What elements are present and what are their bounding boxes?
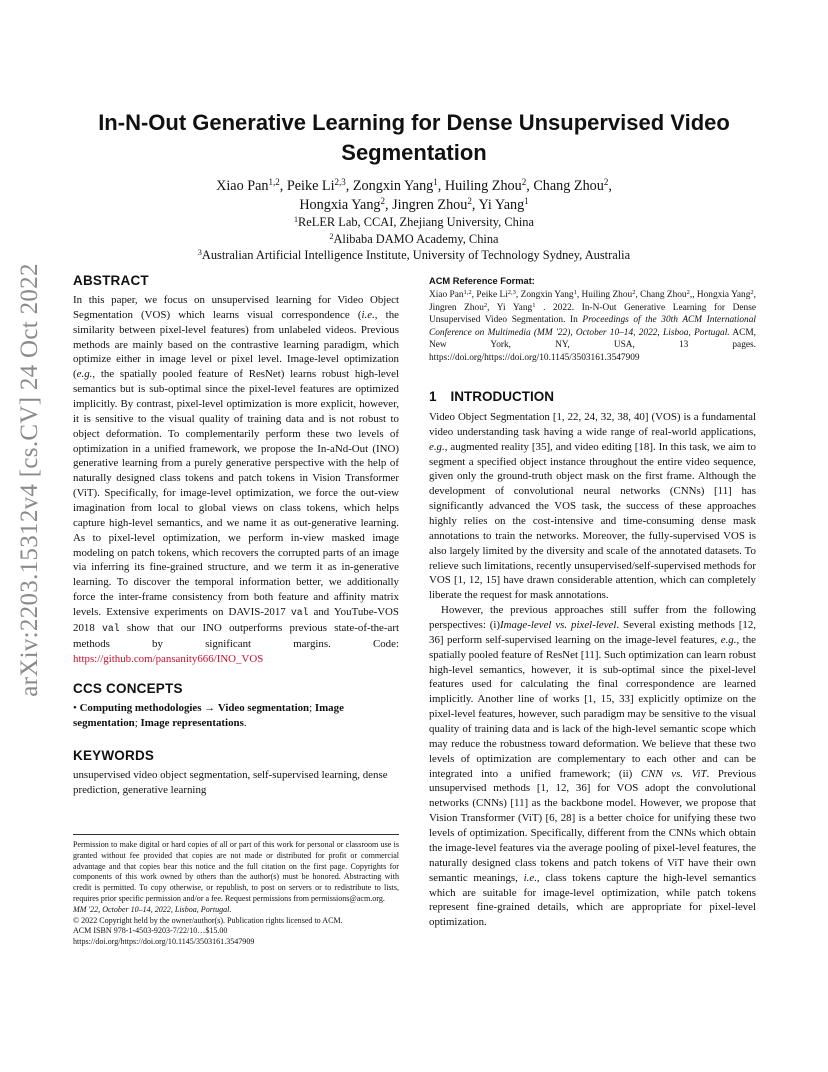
intro-part: . Previous unsupervised methods [1, 12, 36] for VOS adopt the convolutional networks (CNNs) [11] as the backbone model. However, we propose that Vision Transformer (ViT) [6, 28] is a better choice for unifying these two levels of optimization. Specifically, different from the CNNs which obtain the image-level features via the average pooling of pixel-level features, the naturally designed class tokens and patch tokens of ViT have their own semantic meanings, [429,767,756,884]
intro-part: However, the previous approaches still suffer from the following perspectives: (i) [429,604,756,632]
conference-line: MM '22, October 10–14, 2022, Lisboa, Portugal. [73,904,232,914]
author: Xiao Pan [216,178,269,194]
affil-sup: 3 [197,248,202,257]
ccs-text [73,701,399,731]
author-sup: 2 [603,177,609,187]
keywords-text: unsupervised video object segmentation, self-supervised learning, dense prediction, generative learning [73,769,388,797]
ccs-bullet: • [73,702,77,715]
affil-sup: 1 [294,215,299,224]
code-link[interactable]: https://github.com/pansanity666/INO_VOS [73,652,264,665]
ref-part: Xiao Pan [429,290,464,300]
ref-sup: 1 [532,301,536,309]
intro-part: i.e. [523,871,537,884]
ref-sup: 1 [573,289,577,296]
acm-ref-heading: ACM Reference Format: [429,276,535,286]
ref-sup: 2 [686,289,690,296]
arxiv-watermark [14,263,46,697]
ref-part: ,, Hongxia Yang [689,290,751,300]
author-sup: 2,3 [334,177,346,187]
ccs-term: Image representations [140,717,244,730]
abstract-part: val [102,622,120,634]
author-list: Xiao Pan$^{1,2}$, Peike Li$^{2,3}$, Zongxin Yang$^1$, Huiling Zhou$^2$, Chang Zhou$^2$, Hongxia Yang$^2$, Jingren Zhou$^2$, Yi Yang$^1$ [216,177,612,213]
affiliation [72,214,756,231]
copyright-line: © 2022 Copyright held by the owner/author(s). Publication rights licensed to ACM. [73,915,343,925]
abstract-part: e.g. [76,368,93,381]
ref-sup: 1,2 [463,289,472,296]
intro-part: CNN vs. ViT [640,767,707,780]
abstract-part: , the similarity between pixel-level features) from unlabeled videos. Previous methods are mainly based on the contrastive learning paradigm, which optimize either in image level or pixel level. Image-level optimization ( [73,308,399,381]
ref-sup: 2 [750,289,754,296]
author: Zongxin Yang [352,178,434,194]
abstract-part: i.e. [361,308,375,321]
permission-notice: Permission to make digital or hard copies of all or part of this work for personal or classroom use is granted without fee provided that copies are not made or distributed for profit or commercial advantage and that copies bear this notice and the full citation on the first page. Copyrights for components of this work owned by others than the author(s) must be honored. Abstracting with credit is permitted. To copy otherwise, or republish, to post on servers or to redistribute to lists, requires prior specific permission and/or a fee. Request permissions from permissions@acm.org. [73,840,399,903]
abstract-heading: ABSTRACT [73,273,149,288]
ref-sup: 2 [483,301,488,309]
ref-part: , Huiling Zhou [576,290,633,300]
ref-part: , Peike Li [471,290,508,300]
copyright-footnote [73,840,399,948]
affil-text: ReLER Lab, CCAI, Zhejiang University, China [298,215,534,229]
ref-sup: 2,3 [507,289,516,296]
ref-part: , Yi Yang [487,302,533,313]
abstract-part: val [290,607,309,619]
isbn-line: ACM ISBN 978-1-4503-9203-7/22/10…$15.00 [73,926,228,936]
intro-part: Video Object Segmentation [1, 22, 24, 32, 38, 40] (VOS) is a fundamental video understanding task having a wide range of real-world applications, [429,411,756,438]
ccs-term: Image segmentation [73,702,344,730]
affil-text: Australian Artificial Intelligence Institute, University of Technology Sydney, Australia [201,248,631,262]
footnote-divider [73,834,399,835]
intro-part: e.g. [720,633,737,646]
author-sup: 1 [433,177,438,187]
author-sup: 2 [467,196,472,206]
intro-part: e.g. [429,440,445,453]
ccs-heading: CCS CONCEPTS [73,681,183,697]
author-sup: 2 [380,196,386,206]
affil-text: Alibaba DAMO Academy, China [333,231,499,246]
author: Chang Zhou [533,178,604,194]
intro-part: Image-level vs. pixel-level [500,619,617,632]
left-column [73,272,399,798]
keywords-heading: KEYWORDS [73,748,155,764]
abstract-part: In this paper, we focus on unsupervised learning for Video Object Segmentation (VOS) which learns visual correspondence ( [73,294,399,321]
section-number: 1 [429,389,437,404]
ref-part: , Zongxin Yang [515,290,574,300]
abstract-text [73,293,399,666]
ccs-term: Video segmentation [217,702,310,715]
ref-proceedings: Proceedings of the 30th ACM International Conference on Multimedia (MM '22), October 10–14, 2022, Lisboa, Portugal. [429,315,756,338]
ref-sup: 2 [632,289,636,296]
ccs-sep: ; [309,702,315,715]
intro-part: , class tokens capture the high-level semantics which are suitable for image-level optimization, while patch tokens represent fine-grained details, which are appropriate for pixel-level optimization. [429,871,756,929]
author-sup: 1,2 [268,177,280,187]
intro-part: , augmented reality [35], and video editing [18]. In this task, we aim to segment a specified object instance throughout the entire video sequence, given only the ground-truth object mask on the first frame. Although the development of convolutional neural networks (CNNs) [11] has significantly advanced the VOS task, the success of these approaches highly relies on the cost-intensive and time-consuming dense mask annotations to train the networks. Moreover, the fully-supervised VOS is also largely limited by the diversity and scale of the annotated datasets. To relieve such limitations, recently unsupervised/self-supervised methods for VOS [1, 12, 15] have drawn considerable attention, which can completely liberate the request for mask annotations. [429,440,756,602]
affiliation [72,231,756,248]
author: Peike Li [286,178,335,194]
intro-heading [429,388,756,405]
intro-part: , the spatially pooled feature of ResNet [11]. Such optimization can learn robust high-level semantics, however, it is sub-optimal since the pixel-level features used for calculating the final correspondence are learned implicitly. Another line of works [1, 15, 33] explicitly optimize on the pixel-level features, however, such paradigm may be sensitive to the visual quality of training data and is lack of the high-level semantic scope which may reduce the robustness toward deformation. We believe that these two levels of optimization are complementary to each other and can be integrated into a unified framework; (ii) [429,633,756,780]
right-column [429,276,756,930]
ref-part: . 2022. In-N-Out Generative Learning for Dense Unsupervised Video Segmentation. In [429,302,756,325]
paper-title: In-N-Out Generative Learning for Dense Unsupervised Video Segmentation [98,110,730,165]
author-sup: 2 [521,177,527,187]
affiliations [72,214,756,264]
acm-ref-text [429,289,756,364]
abstract-part: show that our INO outperforms previous state-of-the-art methods by significant margins. Code: [73,621,399,650]
author: Hongxia Yang [299,197,381,213]
author-sup: 1 [524,196,529,206]
ref-part: , Jingren Zhou [429,290,756,313]
doi-line[interactable]: https://doi.org/https://doi.org/10.1145/3503161.3547909 [73,937,255,947]
ccs-sep: ; [134,717,141,730]
affil-sup: 2 [329,231,334,241]
author: Jingren Zhou [392,197,468,213]
intro-paragraph-1 [429,410,756,603]
affiliation [72,247,756,264]
ref-part: ACM, New York, NY, USA, 13 pages. https://doi.org/https://doi.org/10.1145/3503161.3547909 [429,327,756,363]
abstract-part: and YouTube-VOS 2018 [73,606,399,634]
ccs-sep: . [243,717,247,730]
section-title: INTRODUCTION [450,389,555,404]
arxiv-id: arXiv:2203.15312v4 [cs.CV] 24 Oct 2022 [16,263,43,697]
author: Huiling Zhou [444,178,522,194]
author: Yi Yang [478,197,525,213]
arrow-icon: → [204,702,216,715]
ccs-term: Computing methodologies [79,702,202,715]
ref-part: , Chang Zhou [635,290,687,300]
intro-part: . Several existing methods [12, 36] perform self-supervised learning on the image-level features, [429,619,757,646]
abstract-part: , the spatially pooled feature of ResNet) learns robust high-level semantics but is sub-optimal since the pixel-level features are optimized implicitly. By contrast, pixel-level optimization is more explicit, however, it is sensitive to the visual quality of training data and is not robust to object deformation. To complementarily perform these two levels of optimization in a unified framework, we propose the In-aNd-Out (INO) generative learning from a purely generative perspective with the help of naturally designed class tokens and patch tokens in Vision Transformer (ViT). Specifically, for image-level optimization, we force the out-view imagination from local to global views on class tokens, which helps capture high-level semantics, and we name it as out-generative learning. As to pixel-level optimization, we perform in-view masked image modeling on patch tokens, which recovers the corrupted parts of an image via inferring its fine-grained structure, and we term it as in-generative learning. To discover the temporal information better, we additionally force the inter-frame consistency from both feature and affinity matrix levels. Extensive experiments on DAVIS-2017 [73,368,399,619]
intro-paragraph-2 [429,603,756,930]
